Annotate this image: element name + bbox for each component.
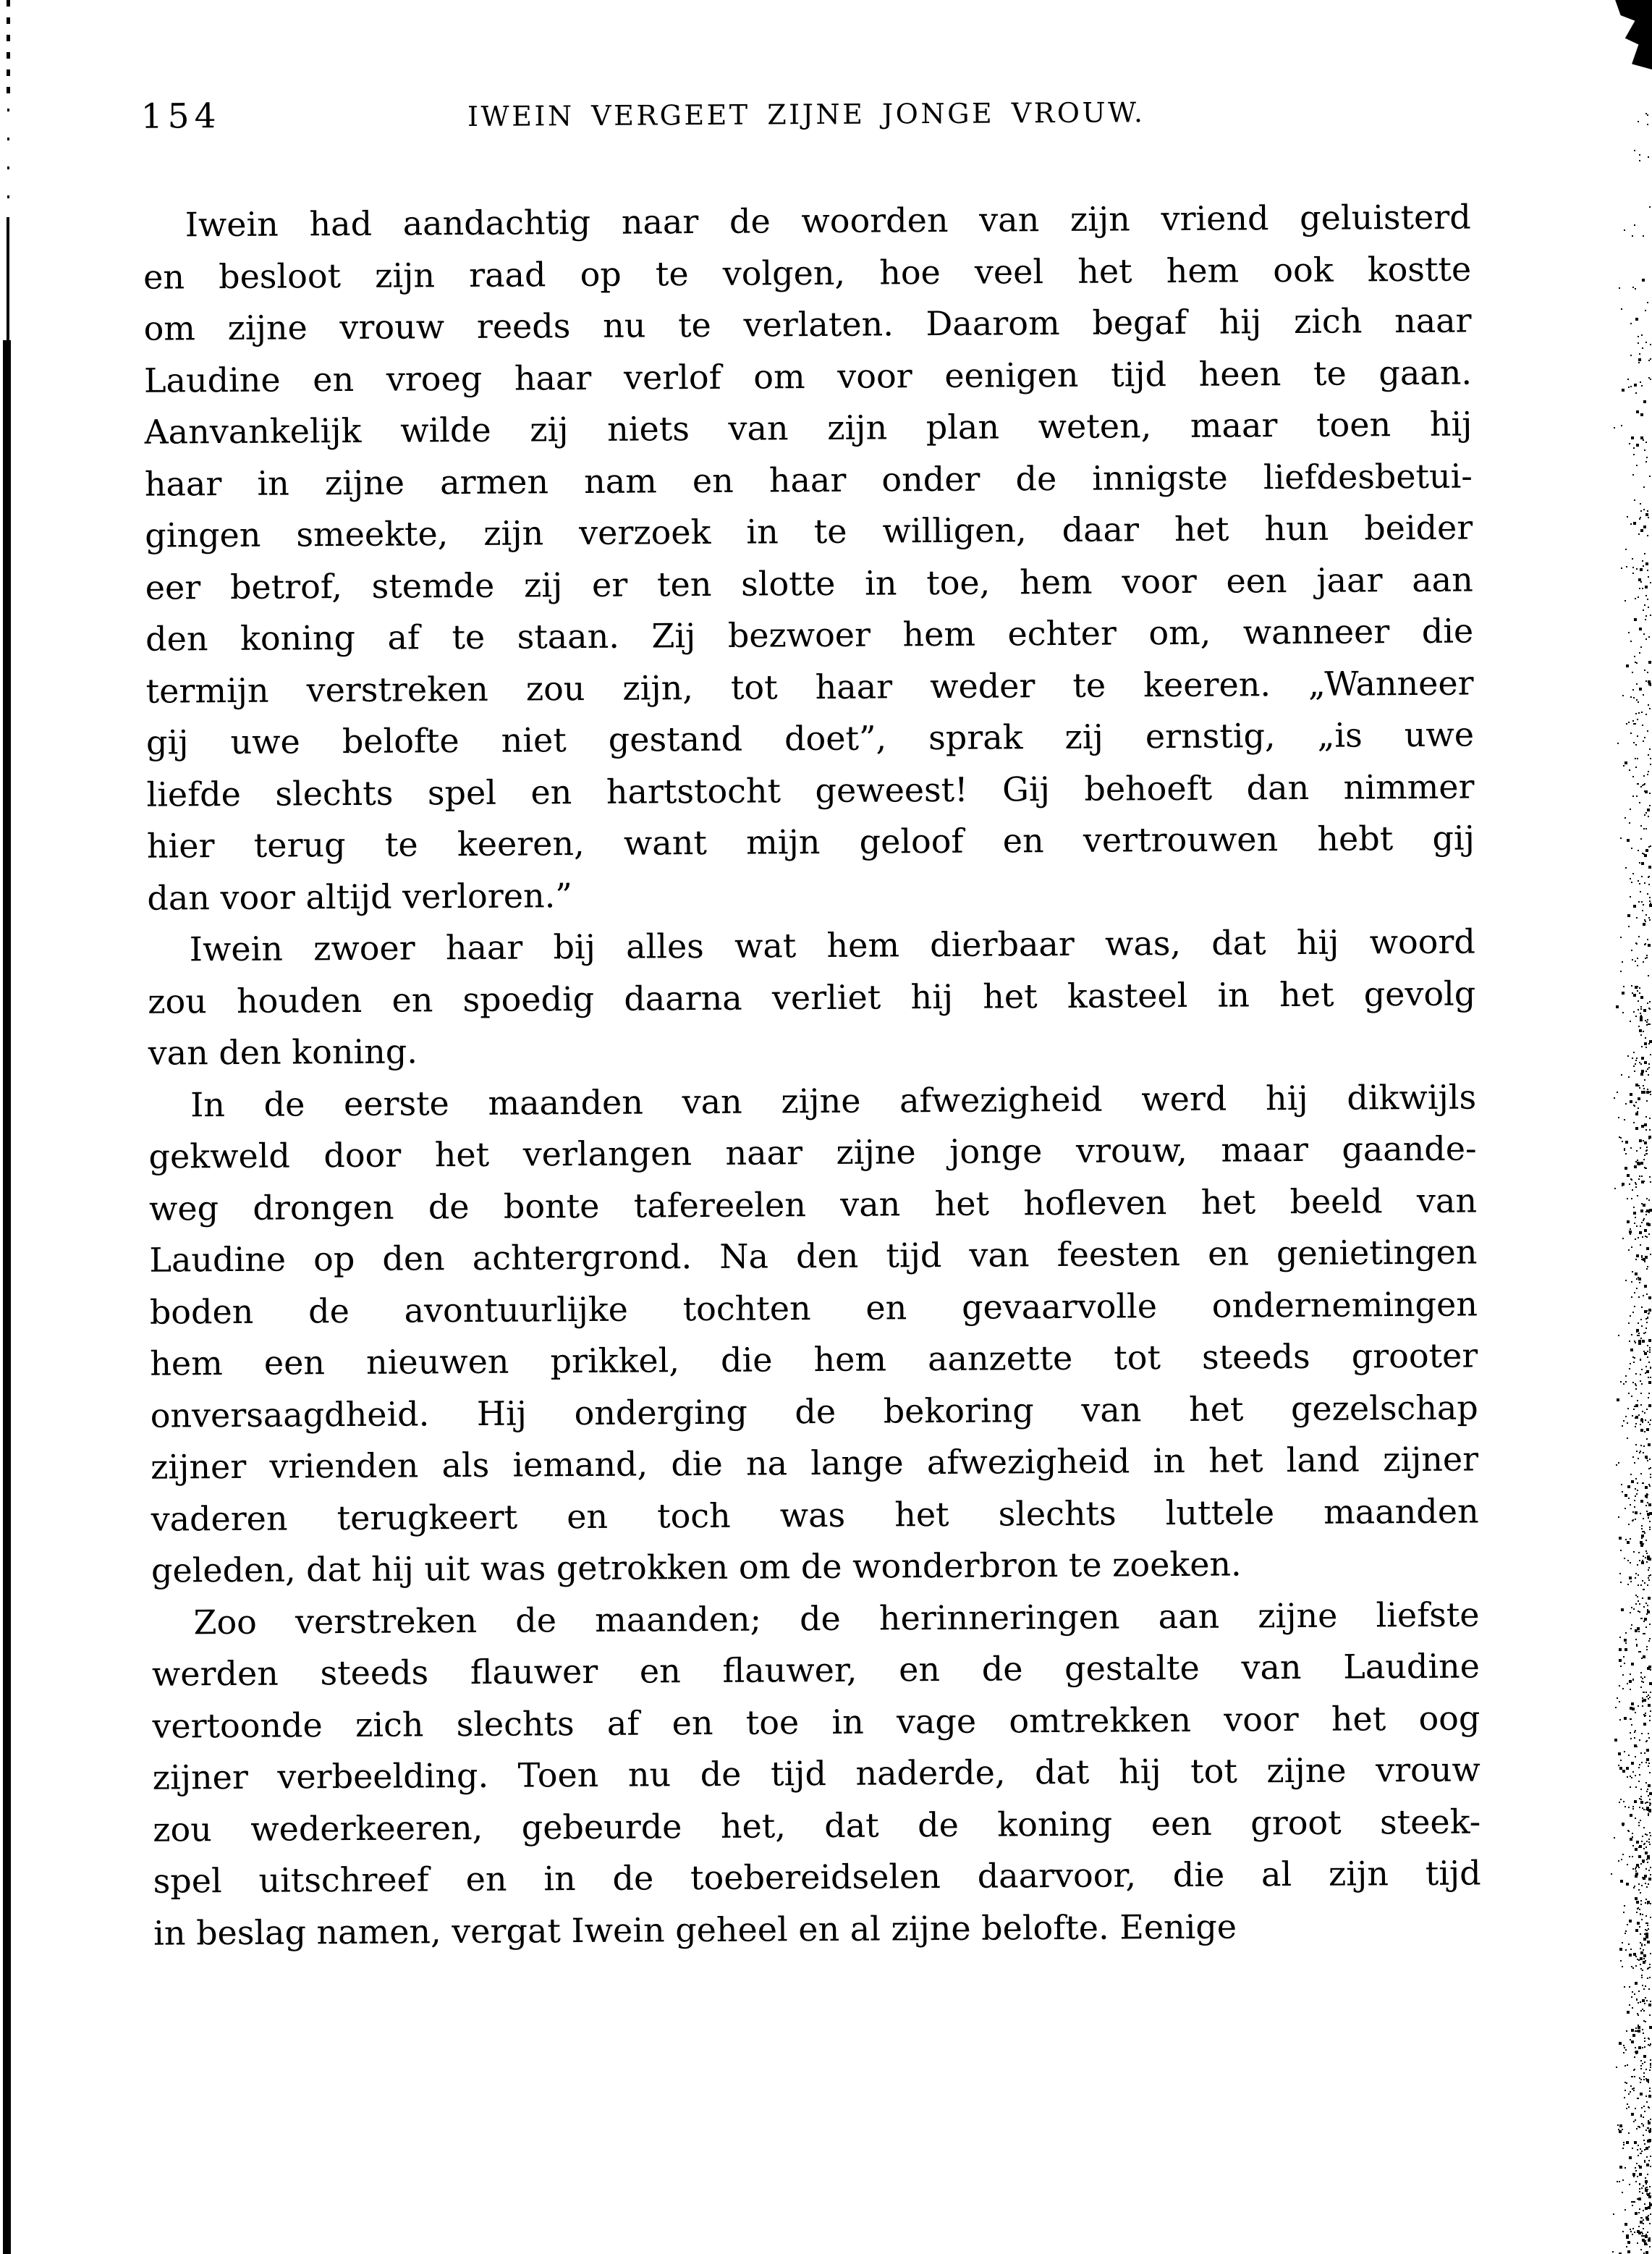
text-line: liefde slechts spel en hartstocht geweest! Gij behoeft dan nimmer [146, 767, 1475, 814]
text-line: den koning af te staan. Zij bezwoer hem echter om, wanneer die [145, 611, 1474, 659]
text-block [143, 192, 1482, 1959]
text-line: Aanvankelijk wilde zij niets van zijn plan weten, maar toen hij [144, 404, 1473, 452]
text-line: vertoonde zich slechts af en toe in vage omtrekken voor het oog [152, 1697, 1481, 1746]
text-line: in beslag namen, vergat Iwein geheel en al zijne belofte. Eenige [153, 1907, 1237, 1953]
text-line: zou houden en spoedig daarna verliet hij het kasteel in het gevolg [148, 974, 1476, 1021]
text-line: van den koning. [148, 1031, 418, 1073]
page-number: 154 [140, 96, 221, 137]
text-line: Laudine en vroeg haar verlof om voor eenigen tijd heen te gaan. [143, 353, 1473, 400]
binding-shadow-dashes [7, 0, 10, 101]
text-line: dan voor altijd verloren.” [147, 875, 572, 918]
text-line: zijner vrienden als iemand, die na lange afwezigheid in het land zijner [151, 1439, 1479, 1487]
text-line: en besloot zijn raad op te volgen, hoe veel het hem ook kostte [143, 249, 1472, 297]
text-line: onversaagdheid. Hij onderging de bekoring van het gezelschap [150, 1388, 1478, 1435]
text-line: hem een nieuwen prikkel, die hem aanzette tot steeds grooter [150, 1335, 1478, 1383]
text-line: gij uwe belofte niet gestand doet”, sprak zij ernstig, „is uwe [145, 714, 1475, 762]
text-line: zijner verbeelding. Toen nu de tijd naderde, dat hij tot zijne vrouw [152, 1749, 1481, 1797]
text-line: zou wederkeeren, gebeurde het, dat de koning een groot steek- [153, 1801, 1481, 1849]
scan-noise-right [1610, 0, 1652, 2254]
text-line: termijn verstreken zou zijn, tot haar weder te keeren. „Wanneer [145, 663, 1474, 711]
text-line: gekweld door het verlangen naar zijne jonge vrouw, maar gaande- [148, 1128, 1477, 1176]
text-line: geleden, dat hij uit was getrokken om de wonderbron te zoeken. [151, 1544, 1242, 1590]
text-line: weg drongen de bonte tafereelen van het hofleven het beeld van [148, 1181, 1478, 1228]
text-line: haar in zijne armen nam en haar onder de innigste liefdesbetui- [144, 456, 1473, 504]
text-line: hier terug te keeren, want mijn geloof en vertrouwen hebt gij [146, 818, 1475, 866]
text-line: Iwein had aandachtig naar de woorden van zijn vriend geluisterd [185, 197, 1471, 245]
paragraph [143, 192, 1475, 924]
paragraph [151, 1589, 1481, 1959]
text-line: gingen smeekte, zijn verzoek in te willigen, daar het hun beider [145, 507, 1473, 555]
text-line: boden de avontuurlijke tochten en gevaarvolle ondernemingen [149, 1284, 1478, 1332]
text-line: vaderen terugkeert en toch was het slechts luttele maanden [151, 1490, 1479, 1539]
binding-shadow-dots [7, 109, 9, 217]
binding-shadow-thin [7, 217, 9, 344]
text-line: om zijne vrouw reeds nu te verlaten. Daarom begaf hij zich naar [143, 300, 1472, 348]
binding-shadow-bar [3, 340, 11, 2254]
text-line: In de eerste maanden van zijne afwezigheid werd hij dikwijls [190, 1077, 1477, 1124]
running-header-title: IWEIN VERGEET ZIJNE JONGE VROUW. [467, 96, 1145, 132]
text-line: Iwein zwoer haar bij alles wat hem dierbaar was, dat hij woord [189, 921, 1475, 969]
text-line: eer betrof, stemde zij er ten slotte in toe, hem voor een jaar aan [145, 560, 1473, 607]
text-line: Zoo verstreken de maanden; de herinneringen aan zijne liefste [193, 1594, 1480, 1642]
text-line: werden steeds flauwer en flauwer, en de gestalte van Laudine [151, 1646, 1481, 1694]
scan-noise-dots [1610, 0, 1611, 1]
text-line: spel uitschreef en in de toebereidselen daarvoor, die al zijn tijd [153, 1853, 1481, 1901]
paragraph [148, 916, 1476, 1080]
paragraph [148, 1071, 1479, 1597]
text-line: Laudine op den achtergrond. Na den tijd van feesten en genietingen [149, 1232, 1478, 1280]
